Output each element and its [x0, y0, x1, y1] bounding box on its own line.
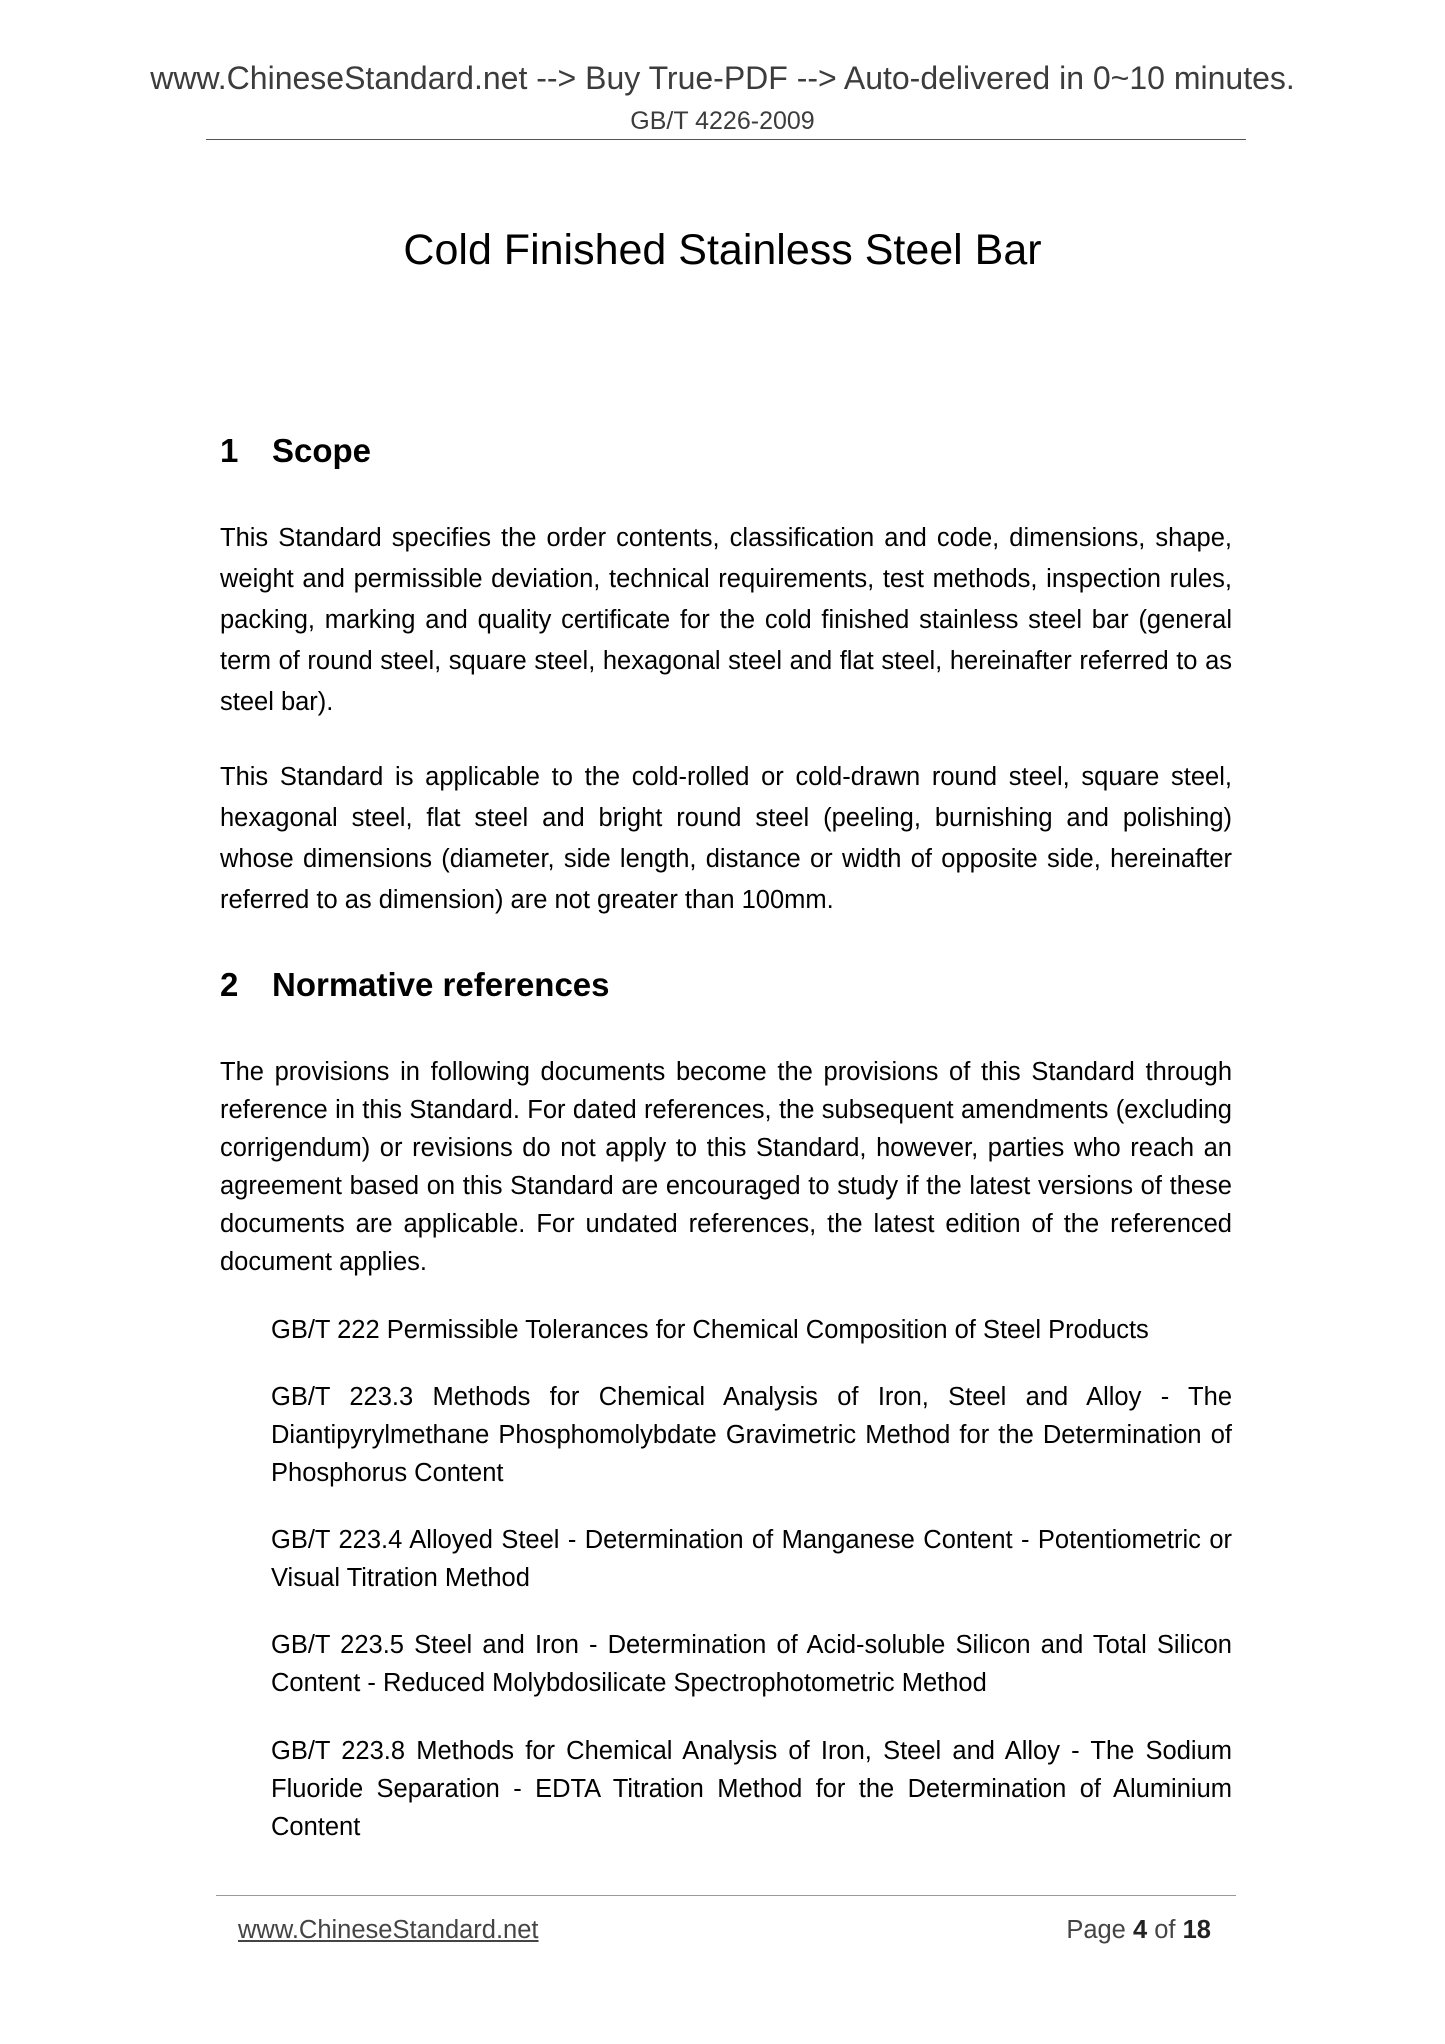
reference-item: GB/T 223.3 Methods for Chemical Analysis of Iron, Steel and Alloy - The Diantipyrylmethane Phosphomolybdate Gravimetric Method for the Determination of Phosphorus Content [271, 1383, 1232, 1487]
page-total: 18 [1182, 1916, 1211, 1944]
reference-item: GB/T 222 Permissible Tolerances for Chemical Composition of Steel Products [271, 1316, 1149, 1344]
paragraph-normative-references: The provisions in following documents become the provisions of this Standard through reference in this Standard. For dated references, the subsequent amendments (excluding corrigendum) or revisions do not apply to this Standard, however, parties who reach an agreement based on this Standard are encouraged to study if the latest versions of these documents are applicable. For undated references, the latest edition of the referenced document applies. [220, 1058, 1232, 1276]
reference-item: GB/T 223.8 Methods for Chemical Analysis of Iron, Steel and Alloy - The Sodium Fluoride Separation - EDTA Titration Method for the Determination of Aluminium Content [271, 1737, 1232, 1841]
reference-item: GB/T 223.4 Alloyed Steel - Determination of Manganese Content - Potentiometric or Visual Titration Method [271, 1526, 1232, 1592]
document-title: Cold Finished Stainless Steel Bar [403, 226, 1042, 274]
standard-code: GB/T 4226-2009 [630, 107, 815, 135]
header-banner: www.ChineseStandard.net --> Buy True-PDF --> Auto-delivered in 0~10 minutes. [150, 60, 1295, 96]
header-divider [206, 139, 1246, 140]
section-heading-scope [220, 430, 371, 472]
footer-divider [216, 1895, 1236, 1896]
page-label: Page [1066, 1916, 1126, 1944]
page-indicator [1066, 1914, 1211, 1946]
section-title: Scope [272, 432, 372, 469]
section-number: 2 [220, 966, 239, 1003]
page-number: 4 [1132, 1916, 1148, 1944]
section-heading-normative-references [220, 964, 610, 1006]
page-of: of [1154, 1916, 1176, 1944]
footer-website-link[interactable]: www.ChineseStandard.net [238, 1916, 539, 1944]
section-title: Normative references [272, 966, 610, 1003]
section-number: 1 [220, 432, 239, 469]
paragraph-scope-1: This Standard specifies the order contents, classification and code, dimensions, shape, weight and permissible deviation, technical requirements, test methods, inspection rules, packing, marking and quality certificate for the cold finished stainless steel bar (general term of round steel, square steel, hexagonal steel and flat steel, hereinafter referred to as steel bar). [220, 524, 1232, 716]
paragraph-scope-2: This Standard is applicable to the cold-rolled or cold-drawn round steel, square steel, hexagonal steel, flat steel and bright round steel (peeling, burnishing and polishing) whose dimensions (diameter, side length, distance or width of opposite side, hereinafter referred to as dimension) are not greater than 100mm. [220, 763, 1232, 914]
reference-item: GB/T 223.5 Steel and Iron - Determination of Acid-soluble Silicon and Total Silicon Content - Reduced Molybdosilicate Spectrophotometric Method [271, 1631, 1232, 1697]
